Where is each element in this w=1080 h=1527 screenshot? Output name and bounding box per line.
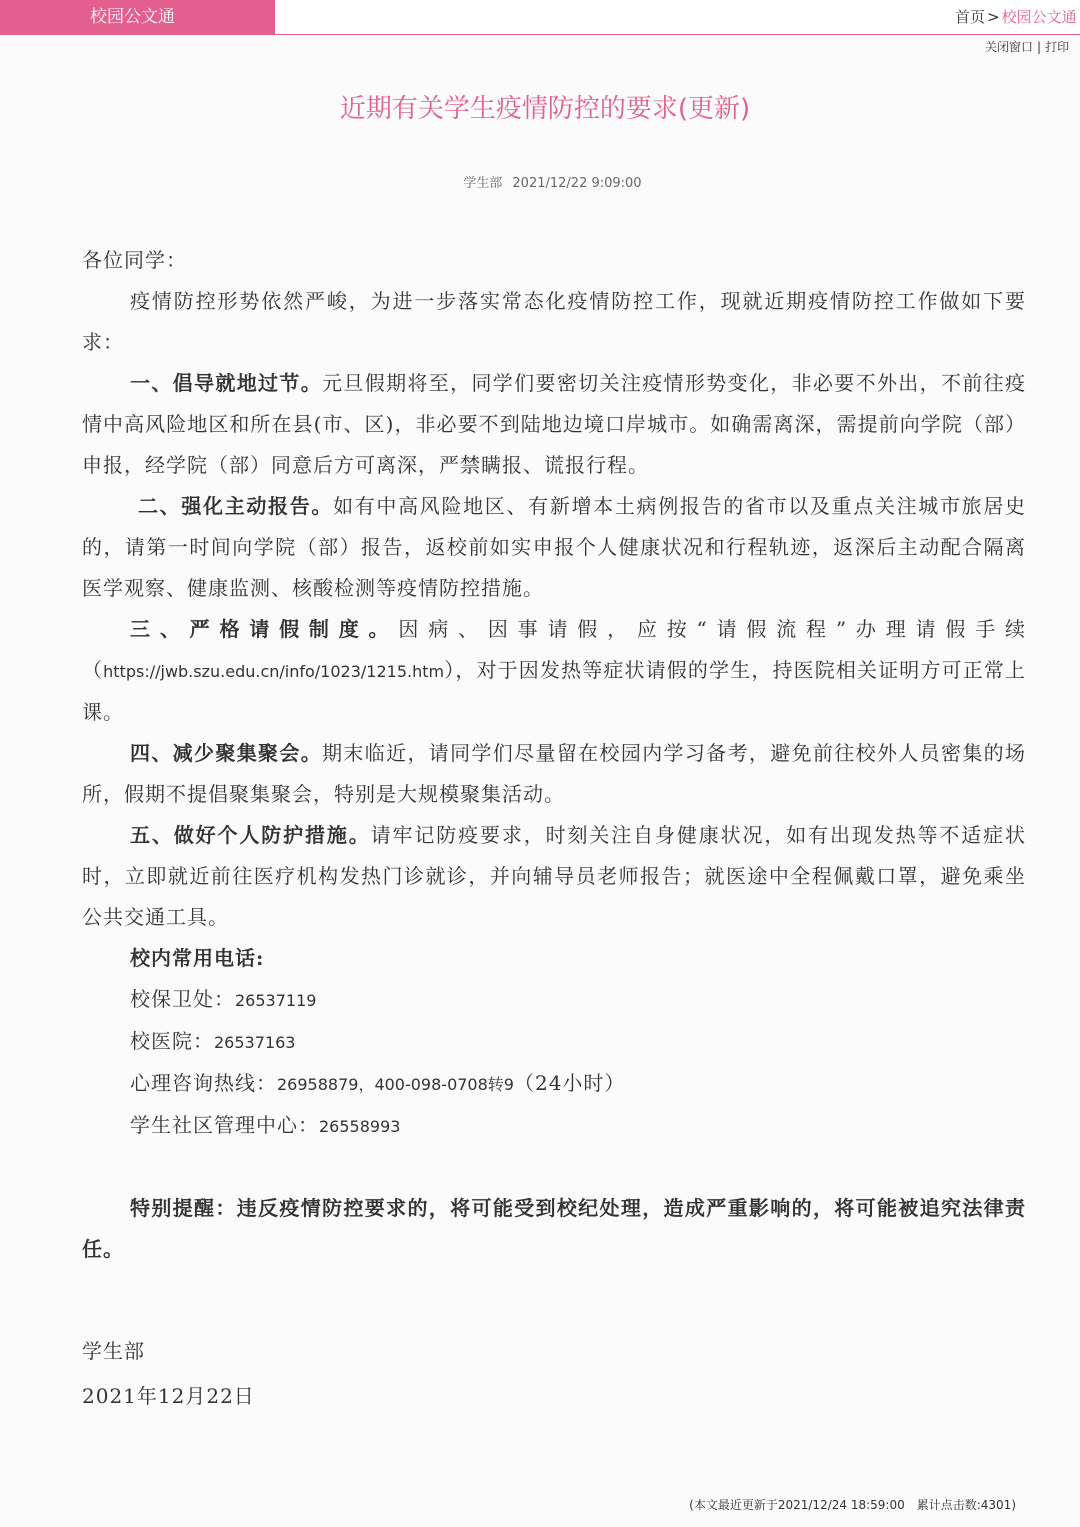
requirement-item: [82, 363, 1026, 486]
requirement-text-continued: ），对于因发热等症状请假的学生，持医院相关证明方可正常上课。: [82, 658, 1027, 724]
print-link[interactable]: 打印: [1045, 40, 1070, 54]
close-window-link[interactable]: 关闭窗口: [985, 40, 1034, 54]
hit-counter: 累计点击数:4301): [916, 1498, 1016, 1512]
breadcrumb-current-link[interactable]: 校园公文通: [1001, 8, 1077, 26]
requirement-item: [82, 609, 1026, 733]
department-label: 学生部: [463, 176, 503, 191]
phone-label: 心理咨询热线：: [130, 1071, 277, 1095]
leave-process-link[interactable]: https://jwb.szu.edu.cn/info/1023/1215.htm: [103, 662, 445, 681]
publish-date: 2021/12/22 9:09:00: [512, 176, 642, 191]
requirement-text: 期末临近，请同学们尽量留在校园内学习备考，避免前往校外人员密集的场所，假期不提倡聚集聚会，特别是大规模聚集活动。: [82, 741, 1027, 806]
phone-entry: [82, 979, 1026, 1021]
phone-entry: [82, 1021, 1026, 1063]
requirement-heading: 三、严格请假制度。: [130, 617, 399, 641]
spacer: [82, 1147, 1026, 1188]
signature: 学生部: [82, 1339, 145, 1363]
phone-label: 校保卫处：: [130, 987, 235, 1011]
last-updated: (本文最近更新于2021/12/24 18:59:00: [689, 1498, 905, 1512]
phone-number: 26558993: [319, 1117, 401, 1136]
requirement-text: 元旦假期将至，同学们要密切关注疫情形势变化，非必要不外出，不前往疫情中高风险地区和所在县(市、区)，非必要不到陆地边境口岸城市。如确需离深，需提前向学院（部）申报，经学院（部）同意后方可离深，严禁瞒报、谎报行程。: [82, 371, 1027, 477]
tool-separator: |: [1037, 40, 1042, 54]
spacer: [82, 1311, 1026, 1331]
requirement-heading: 一、倡导就地过节。: [130, 371, 323, 395]
requirement-item: [82, 486, 1026, 609]
page-title: 近期有关学生疫情防控的要求(更新): [339, 94, 751, 124]
phone-entry: [82, 1063, 1026, 1105]
article-body: [82, 240, 1026, 1417]
page-footer: [689, 1496, 1016, 1513]
page-tools: [985, 38, 1080, 55]
requirement-text: 请牢记防疫要求，时刻关注自身健康状况，如有出现发热等不适症状时，立即就近前往医疗机构发热门诊就诊，并向辅导员老师报告；就医途中全程佩戴口罩，避免乘坐公共交通工具。: [82, 823, 1026, 929]
requirement-heading: 四、减少聚集聚会。: [130, 741, 323, 765]
breadcrumb-separator: >: [987, 8, 1000, 26]
greeting: 各位同学：: [82, 248, 187, 272]
intro-paragraph: 疫情防控形势依然严峻，为进一步落实常态化疫情防控工作，现就近期疫情防控工作做如下要求：: [82, 289, 1026, 354]
spacer: [82, 1270, 1026, 1311]
phone-entry: [82, 1105, 1026, 1147]
requirement-text: 因病、因事请假，应按“请假流程”办理请假手续（: [82, 617, 1027, 682]
phone-number: 26537119: [235, 991, 317, 1010]
requirement-item: [82, 733, 1026, 815]
requirement-heading: 五、做好个人防护措施。: [130, 823, 371, 847]
article-meta: [0, 172, 1080, 191]
phones-title: 校内常用电话:: [130, 946, 265, 970]
reminder-text: 违反疫情防控要求的，将可能受到校纪处理，造成严重影响的，将可能被追究法律责任。: [82, 1196, 1027, 1261]
site-brand[interactable]: 校园公文通: [0, 0, 275, 34]
phone-note: （24小时）: [513, 1071, 626, 1095]
top-bar: [0, 0, 1080, 35]
breadcrumb: [955, 0, 1080, 34]
phone-number: 26958879，400-098-0708转9: [277, 1075, 514, 1094]
phone-label: 校医院：: [130, 1029, 214, 1053]
phone-label: 学生社区管理中心：: [130, 1113, 319, 1137]
breadcrumb-home-link[interactable]: 首页: [955, 8, 986, 26]
special-reminder: [82, 1188, 1026, 1270]
requirement-text: 如有中高风险地区、有新增本土病例报告的省市以及重点关注城市旅居史的，请第一时间向学院（部）报告，返校前如实申报个人健康状况和行程轨迹，返深后主动配合隔离医学观察、健康监测、核酸检测等疫情防控措施。: [82, 494, 1027, 600]
sign-date: 2021年12月22日: [82, 1384, 255, 1408]
phone-number: 26537163: [214, 1033, 296, 1052]
requirement-heading: 二、强化主动报告。: [138, 494, 334, 518]
reminder-heading: 特别提醒：: [130, 1196, 237, 1220]
requirement-item: [82, 815, 1026, 938]
